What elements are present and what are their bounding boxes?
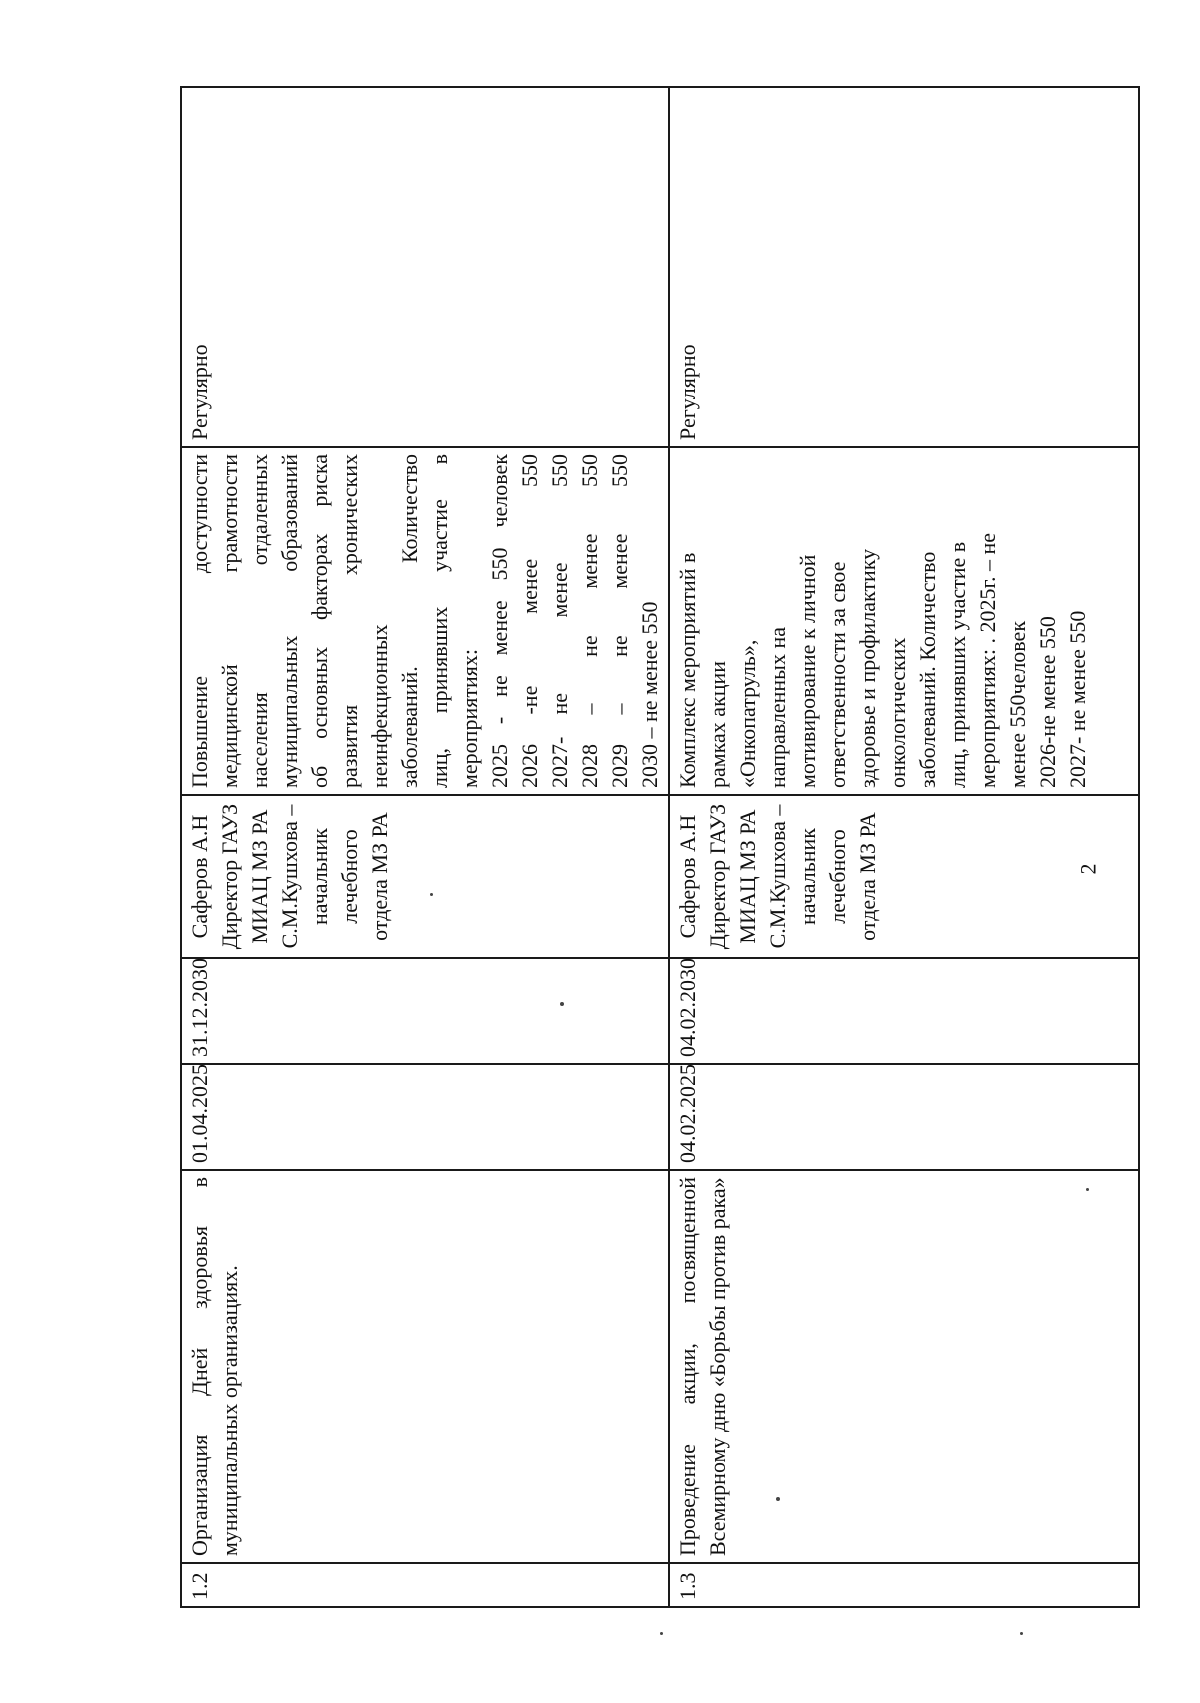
responsible-line: Директор ГАУЗ: [217, 803, 242, 950]
row-number: 1.2: [181, 1563, 669, 1607]
responsible-line: отдела МЗ РА: [367, 812, 392, 941]
row-number: 1.3: [669, 1563, 1139, 1607]
result-year-text: – не менее 550: [577, 454, 602, 715]
result-line: мероприятиях:: [457, 649, 482, 788]
result-line: здоровье и профилактику: [855, 548, 880, 788]
end-date: 31.12.2030: [181, 958, 669, 1064]
responsible-line: Саферов А.Н: [187, 814, 212, 939]
activity-cell: Организация Дней здоровья в муниципальных организациях.: [181, 1170, 669, 1563]
result-line: населения отдаленных: [247, 454, 272, 788]
table-row: [181, 87, 669, 1607]
result-line: 2025 - не менее 550 человек: [487, 454, 512, 788]
result-line: 2027- не менее 550: [1065, 610, 1090, 788]
result-line: Повышение доступности: [187, 454, 212, 788]
responsible-line: С.М.Кушхова –: [277, 804, 302, 949]
result-line: заболеваний. Количество: [397, 454, 422, 788]
responsible-line: отдела МЗ РА: [855, 812, 880, 941]
responsible-line: МИАЦ МЗ РА: [735, 809, 760, 944]
result-line: заболеваний. Количество: [915, 551, 940, 788]
scan-speck: [776, 1497, 780, 1501]
result-line: 2026-не менее 550: [1035, 616, 1060, 788]
result-year-text: – не менее 550: [607, 454, 632, 715]
result-year-text: не менее 550: [547, 454, 572, 715]
period-cell: Регулярно: [181, 87, 669, 447]
result-year-text: -не менее 550: [517, 454, 542, 715]
result-line: лиц, принявших участие в: [427, 454, 452, 788]
table-row: [669, 87, 1139, 1607]
responsible-line: начальник лечебного: [307, 828, 362, 925]
result-year-line: [545, 454, 575, 788]
result-year: 2026: [517, 744, 542, 788]
activity-cell: Проведение акции, посвященной Всемирному дню «Борьбы против рака»: [669, 1170, 1139, 1563]
result-line: медицинской грамотности: [217, 454, 242, 788]
responsible-cell: [181, 795, 669, 958]
responsible-line: МИАЦ МЗ РА: [247, 809, 272, 944]
responsible-line: С.М.Кушхова –: [765, 804, 790, 949]
result-line: лиц, принявших участие в: [945, 541, 970, 788]
result-year-line: [515, 454, 545, 788]
scan-speck: [430, 893, 433, 896]
period-cell: Регулярно: [669, 87, 1139, 447]
start-date: 04.02.2025: [669, 1064, 1139, 1170]
result-line: направленных на: [765, 627, 790, 788]
result-line: Комплекс мероприятий в: [675, 552, 700, 788]
result-year: 2029: [607, 744, 632, 788]
page-number: 2: [1075, 863, 1101, 875]
responsible-line: Саферов А.Н: [675, 814, 700, 939]
start-date: 01.04.2025: [181, 1064, 669, 1170]
end-date: 04.02.2030: [669, 958, 1139, 1064]
responsible-line: начальник лечебного: [795, 828, 850, 925]
result-year: 2027-: [547, 736, 572, 788]
result-year-line: [575, 454, 605, 788]
result-line: мотивирование к личной: [795, 554, 820, 788]
scan-speck: [1086, 1188, 1089, 1191]
plan-table: [180, 86, 1140, 1608]
result-year: 2028: [577, 744, 602, 788]
result-line: ответственности за свое: [825, 561, 850, 788]
result-line: об основных факторах риска: [307, 454, 332, 788]
responsible-line: Директор ГАУЗ: [705, 803, 730, 950]
result-line: мероприятиях: . 2025г. – не: [975, 532, 1000, 788]
result-cell: [181, 447, 669, 795]
result-line: муниципальных образований: [277, 454, 302, 788]
result-line: «Онкопатруль»,: [735, 639, 760, 788]
result-line: 2030 – не менее 550: [637, 601, 662, 788]
result-year-line: [605, 454, 635, 788]
scan-speck: [1020, 1632, 1023, 1635]
rotated-table-wrapper: [180, 88, 1092, 1608]
scan-speck: [560, 1002, 564, 1006]
result-line: онкологических: [885, 637, 910, 788]
result-line: развития хронических: [337, 454, 362, 788]
result-line: менее 550человек: [1005, 620, 1030, 788]
scan-speck: [660, 1632, 663, 1635]
result-line: неинфекционных: [367, 624, 392, 788]
result-cell: [669, 447, 1139, 795]
result-line: рамках акции: [705, 660, 730, 788]
responsible-cell: [669, 795, 1139, 958]
